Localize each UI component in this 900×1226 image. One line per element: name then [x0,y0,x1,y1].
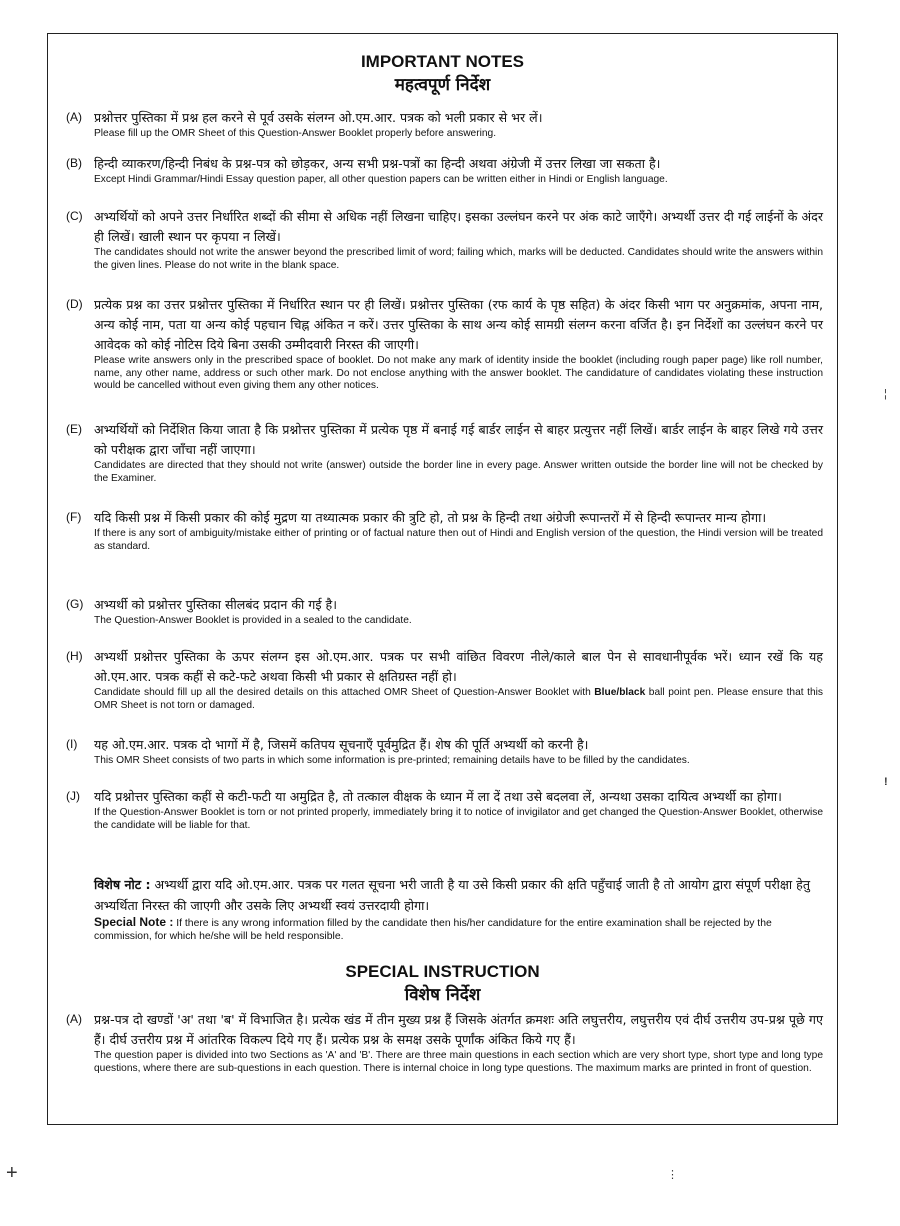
note-english: The Question-Answer Booklet is provided in a sealed to the candidate. [94,615,412,626]
note-hindi: यह ओ.एम.आर. पत्रक दो भागों में है, जिसमें कतिपय सूचनाएँ पूर्वमुद्रित हैं। शेष की पूर्ति अभ्यर्थी को करनी है। [94,737,589,752]
note-label: (G) [66,597,84,611]
crop-mark: + [6,1162,18,1184]
note-label: (F) [66,510,82,524]
note-i [66,735,823,768]
note-english: The candidates should not write the answer beyond the prescribed limit of word; failing which, marks will be deducted. Candidates should write the answers within the given lines. Please do not write in the blank space. [94,247,823,271]
note-hindi: प्रत्येक प्रश्न का उत्तर प्रश्नोत्तर पुस्तिका में निर्धारित स्थान पर ही लिखें। प्रश्नोत्तर पुस्तिका (रफ कार्य के पृष्ठ सहित) के अंदर किसी भाग पर अनुक्रमांक, अपना नाम, अन्य कोई नाम, पता या अन्य कोई पहचान चिह्न अंकित न करें। उत्तर पुस्तिका के साथ अन्य कोई सामग्री संलग्न करना वर्जित है। इन निर्देशों का उल्लंघन करने पर आवेदक को कोई नोटिस दिये बिना उसकी उम्मीदवारी निरस्त की जाएगी। [94,297,823,352]
note-b [66,154,823,187]
note-label: (I) [66,737,78,751]
note-english: This OMR Sheet consists of two parts in which some information is pre-printed; remaining details have to be filled by the candidates. [94,755,690,766]
special-note-hindi: विशेष नोट : अभ्यर्थी द्वारा यदि ओ.एम.आर. पत्रक पर गलत सूचना भरी जाती है या उसे किसी प्रकार की क्षति पहुँचाई जाती है तो आयोग द्वारा संपूर्ण परीक्षा हेतु अभ्यर्थिता निरस्त की जाएगी और उसके लिए अभ्यर्थी स्वयं उत्तरदायी होगा। [94,877,811,913]
instruction-label: (A) [66,1012,82,1026]
note-label: (D) [66,297,83,311]
note-english: Except Hindi Grammar/Hindi Essay question paper, all other question papers can be written either in Hindi or English language. [94,174,668,185]
special-instruction-title-hindi: विशेष निर्देश [404,985,481,1005]
note-hindi: यदि किसी प्रश्न में किसी प्रकार की कोई मुद्रण या तथ्यात्मक प्रकार की त्रुटि हो, तो प्रश्न के हिन्दी तथा अंग्रेजी रूपान्तरों में से हिन्दी रूपान्तर मान्य होगा। [94,510,767,525]
note-hindi: यदि प्रश्नोत्तर पुस्तिका कहीं से कटी-फटी या अमुद्रित है, तो तत्काल वीक्षक के ध्यान में ला दें तथा उसे बदलवा लें, अन्यथा उसका दायित्व अभ्यर्थी का होगा। [94,789,782,804]
note-a [66,108,823,141]
special-instruction-a [66,1010,823,1075]
important-notes-title-hindi: महत्वपूर्ण निर्देश [394,75,491,95]
scan-mark: ⋮ [667,1169,678,1181]
note-label: (J) [66,789,80,803]
note-hindi: हिन्दी व्याकरण/हिन्दी निबंध के प्रश्न-पत्र को छोड़कर, अन्य सभी प्रश्न-पत्रों का हिन्दी अथवा अंग्रेजी में उत्तर लिखा जा सकता है। [94,156,661,171]
instructions-frame [47,33,838,1125]
note-label: (H) [66,649,83,663]
instruction-english: The question paper is divided into two Sections as 'A' and 'B'. There are three main questions in each section which are very short type, short type and long type questions, where there are sub-questions in each question. There is internal choice in long type questions. The maximum marks are printed in front of question. [94,1050,823,1074]
note-english: Candidates are directed that they should not write (answer) outside the border line in every page. Answer written outside the border line will not be checked by the Examiner. [94,460,823,484]
note-english: Candidate should fill up all the desired details on this attached OMR Sheet of Question-Answer Booklet with Blue/black ball point pen. Please ensure that this OMR Sheet is not torn or damaged. [94,687,823,711]
special-note-english: Special Note : If there is any wrong information filled by the candidate then his/her candidature for the entire examination shall be rejected by the commission, for which he/she will be held responsible. [94,915,772,942]
instruction-hindi: प्रश्न-पत्र दो खण्डों 'अ' तथा 'ब' में विभाजित है। प्रत्येक खंड में तीन मुख्य प्रश्न हैं जिसके अंतर्गत क्रमशः अति लघुत्तरीय, लघुत्तरीय एवं दीर्घ उत्तरीय उप-प्रश्न पूछे गए हैं। दीर्घ उत्तरीय प्रश्न में आंतरिक विकल्प दिये गए हैं। प्रत्येक प्रश्न के समक्ष उसके पूर्णांक अंकित किये गए हैं। [94,1012,823,1047]
note-hindi: अभ्यर्थियों को अपने उत्तर निर्धारित शब्दों की सीमा से अधिक नहीं लिखना चाहिए। इसका उल्लंघन करने पर अंक काटे जाएँगे। अभ्यर्थी उत्तर दी गई लाईनों के अंदर ही लिखें। खाली स्थान पर कृपया न लिखें। [94,209,823,244]
note-c [66,207,823,272]
note-j [66,787,823,832]
scan-mark: ¦ [884,388,887,400]
note-hindi: अभ्यर्थी प्रश्नोत्तर पुस्तिका के ऊपर संलग्न इस ओ.एम.आर. पत्रक पर सभी वांछित विवरण नीले/काले बाल पेन से सावधानीपूर्वक भरें। ध्यान रखें कि यह ओ.एम.आर. पत्रक कहीं से कटे-फटे अथवा किसी भी प्रकार से क्षतिग्रस्त नहीं हो। [94,649,823,684]
note-english: If the Question-Answer Booklet is torn or not printed properly, immediately bring it to notice of invigilator and get changed the Question-Answer Booklet, otherwise the candidate will be liable for that. [94,807,823,831]
special-instruction-title: SPECIAL INSTRUCTION [345,962,540,981]
special-note [66,874,823,944]
note-f [66,508,823,553]
note-d [66,295,823,393]
note-label: (C) [66,209,83,223]
note-english: If there is any sort of ambiguity/mistake either of printing or of factual nature then out of Hindi and English version of the question, the Hindi version will be treated as standard. [94,528,823,552]
note-label: (B) [66,156,82,170]
note-english: Please write answers only in the prescribed space of booklet. Do not make any mark of identity inside the booklet (including rough paper page) like roll number, name, any other name, address or such other mark. Do not enclose anything with the answer booklet. The candidature of candidates violating these instruction would be cancelled without even giving them any other notices. [94,355,823,392]
note-english: Please fill up the OMR Sheet of this Question-Answer Booklet properly before answering. [94,128,497,139]
note-h [66,647,823,712]
note-hindi: प्रश्नोत्तर पुस्तिका में प्रश्न हल करने से पूर्व उसके संलग्न ओ.एम.आर. पत्रक को भली प्रकार से भर लें। [94,110,543,125]
note-label: (A) [66,110,82,124]
note-hindi: अभ्यर्थियों को निर्देशित किया जाता है कि प्रश्नोत्तर पुस्तिका में प्रत्येक पृष्ठ में बनाई गई बार्डर लाईन से बाहर प्रत्युत्तर नहीं लिखें। बार्डर लाईन के बाहर लिखे गये उत्तर को परीक्षक द्वारा जाँचा नहीं जाएगा। [94,422,823,457]
note-hindi: अभ्यर्थी को प्रश्नोत्तर पुस्तिका सीलबंद प्रदान की गई है। [94,597,338,612]
important-notes-title: IMPORTANT NOTES [360,52,525,71]
note-label: (E) [66,422,82,436]
scan-mark: ! [884,776,888,788]
note-e [66,420,823,485]
note-g [66,595,823,628]
